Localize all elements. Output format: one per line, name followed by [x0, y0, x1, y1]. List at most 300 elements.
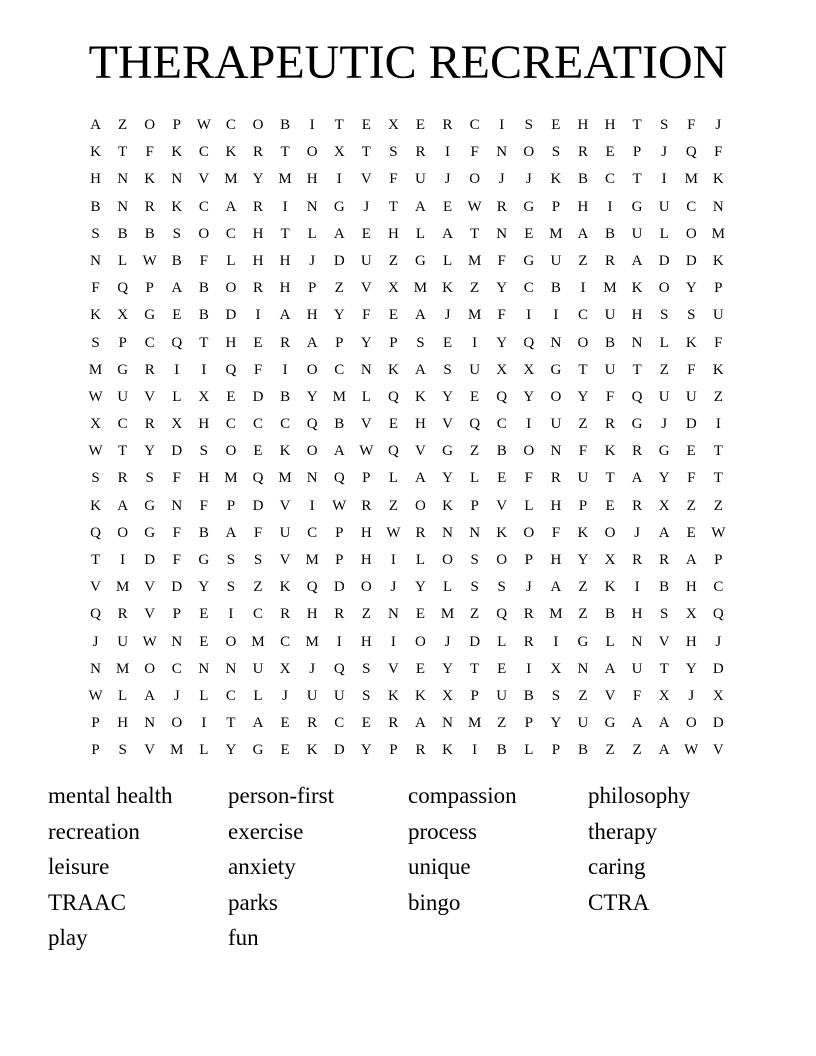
grid-letter[interactable]: H	[550, 497, 562, 514]
grid-letter[interactable]: H	[306, 171, 318, 188]
grid-letter[interactable]: Z	[713, 497, 723, 514]
grid-letter[interactable]: A	[685, 552, 697, 568]
grid-letter[interactable]: S	[660, 307, 669, 324]
grid-letter[interactable]: F	[199, 497, 209, 514]
grid-letter[interactable]: C	[253, 606, 264, 623]
grid-letter[interactable]: K	[442, 742, 453, 759]
grid-letter[interactable]: D	[144, 552, 156, 568]
grid-letter[interactable]: S	[145, 470, 154, 487]
grid-letter[interactable]: R	[659, 552, 670, 568]
grid-letter[interactable]: C	[686, 198, 697, 215]
grid-letter[interactable]: I	[499, 117, 505, 133]
grid-letter[interactable]: F	[497, 307, 506, 324]
grid-letter[interactable]: U	[306, 687, 318, 704]
grid-letter[interactable]: Z	[470, 443, 480, 460]
grid-letter[interactable]: I	[201, 361, 207, 378]
grid-letter[interactable]: S	[226, 552, 236, 568]
grid-letter[interactable]: Q	[252, 470, 264, 487]
grid-letter[interactable]: B	[496, 443, 507, 460]
grid-letter[interactable]: C	[171, 660, 182, 677]
grid-letter[interactable]: P	[470, 687, 479, 704]
grid-letter[interactable]: V	[604, 687, 616, 704]
grid-letter[interactable]: C	[225, 416, 236, 433]
grid-letter[interactable]: R	[334, 606, 345, 623]
grid-letter[interactable]: H	[198, 470, 210, 487]
grid-letter[interactable]: S	[91, 470, 100, 487]
grid-letter[interactable]: A	[225, 524, 237, 541]
grid-letter[interactable]: S	[362, 660, 371, 677]
grid-letter[interactable]: P	[226, 497, 236, 514]
grid-letter[interactable]: Q	[496, 606, 508, 623]
grid-letter[interactable]: L	[199, 742, 209, 759]
grid-letter[interactable]: L	[388, 470, 398, 487]
grid-letter[interactable]: N	[360, 361, 372, 378]
grid-letter[interactable]: E	[199, 606, 209, 623]
grid-letter[interactable]: S	[551, 144, 561, 161]
grid-letter[interactable]: U	[577, 470, 589, 487]
grid-letter[interactable]: B	[280, 388, 291, 405]
grid-letter[interactable]: E	[280, 715, 290, 732]
grid-letter[interactable]: Y	[685, 280, 697, 297]
grid-letter[interactable]: J	[498, 171, 505, 188]
grid-letter[interactable]: Z	[578, 416, 588, 433]
grid-letter[interactable]: G	[631, 198, 643, 215]
grid-letter[interactable]: S	[199, 443, 209, 460]
grid-letter[interactable]: H	[360, 552, 372, 568]
grid-letter[interactable]: B	[605, 225, 616, 242]
grid-letter[interactable]: W	[196, 117, 211, 133]
grid-letter[interactable]: S	[416, 334, 425, 351]
grid-letter[interactable]: X	[604, 552, 616, 568]
grid-letter[interactable]: P	[91, 715, 100, 732]
grid-letter[interactable]: Z	[713, 388, 723, 405]
grid-letter[interactable]: A	[333, 443, 345, 460]
grid-letter[interactable]: O	[225, 633, 237, 650]
grid-letter[interactable]: C	[253, 416, 264, 433]
grid-letter[interactable]: D	[252, 388, 264, 405]
grid-letter[interactable]: G	[252, 742, 264, 759]
grid-letter[interactable]: Z	[578, 579, 588, 596]
grid-letter[interactable]: D	[469, 633, 481, 650]
grid-letter[interactable]: L	[226, 252, 236, 269]
grid-letter[interactable]: O	[144, 660, 156, 677]
grid-letter[interactable]: G	[523, 252, 535, 269]
grid-letter[interactable]: P	[578, 497, 588, 514]
grid-letter[interactable]: A	[631, 252, 643, 269]
grid-letter[interactable]: X	[712, 687, 724, 704]
grid-letter[interactable]: A	[415, 198, 426, 215]
grid-letter[interactable]: V	[496, 497, 508, 514]
grid-letter[interactable]: T	[659, 660, 669, 677]
grid-letter[interactable]: V	[658, 633, 670, 650]
grid-letter[interactable]: G	[144, 524, 156, 541]
grid-letter[interactable]: K	[171, 144, 183, 161]
grid-letter[interactable]: I	[390, 552, 396, 568]
grid-letter[interactable]: V	[279, 497, 291, 514]
grid-letter[interactable]: A	[252, 715, 264, 732]
grid-letter[interactable]: G	[658, 443, 670, 460]
grid-letter[interactable]: V	[144, 606, 156, 623]
grid-letter[interactable]: J	[715, 633, 722, 650]
grid-letter[interactable]: I	[120, 552, 126, 568]
grid-letter[interactable]: C	[225, 117, 236, 133]
grid-letter[interactable]: R	[307, 715, 318, 732]
grid-letter[interactable]: J	[715, 117, 722, 133]
grid-letter[interactable]: B	[334, 416, 345, 433]
grid-letter[interactable]: F	[470, 144, 479, 161]
grid-letter[interactable]: U	[604, 307, 616, 324]
grid-letter[interactable]: A	[631, 715, 643, 732]
grid-letter[interactable]: Z	[578, 687, 588, 704]
grid-letter[interactable]: R	[117, 606, 128, 623]
grid-letter[interactable]: L	[118, 252, 128, 269]
grid-letter[interactable]: V	[360, 416, 372, 433]
grid-letter[interactable]: T	[632, 117, 642, 133]
grid-letter[interactable]: M	[332, 388, 346, 405]
grid-letter[interactable]: X	[333, 144, 345, 161]
grid-letter[interactable]: N	[171, 171, 183, 188]
grid-letter[interactable]: E	[442, 334, 453, 351]
grid-letter[interactable]: Q	[387, 443, 399, 460]
grid-letter[interactable]: A	[333, 225, 345, 242]
grid-letter[interactable]: K	[279, 579, 291, 596]
grid-letter[interactable]: S	[91, 225, 100, 242]
grid-letter[interactable]: I	[445, 144, 451, 161]
grid-letter[interactable]: C	[307, 524, 318, 541]
grid-letter[interactable]: K	[442, 280, 453, 297]
grid-letter[interactable]: E	[686, 524, 696, 541]
grid-letter[interactable]: E	[388, 416, 398, 433]
grid-letter[interactable]: E	[470, 388, 480, 405]
grid-letter[interactable]: N	[198, 660, 210, 677]
grid-letter[interactable]: I	[201, 715, 207, 732]
grid-letter[interactable]: K	[415, 687, 426, 704]
grid-letter[interactable]: G	[333, 198, 345, 215]
grid-letter[interactable]: N	[144, 715, 156, 732]
grid-letter[interactable]: E	[388, 307, 398, 324]
grid-letter[interactable]: J	[444, 307, 451, 324]
grid-letter[interactable]: T	[361, 144, 371, 161]
grid-letter[interactable]: A	[415, 715, 426, 732]
grid-letter[interactable]: A	[144, 687, 156, 704]
grid-letter[interactable]: X	[550, 660, 562, 677]
grid-letter[interactable]: F	[632, 687, 642, 704]
grid-letter[interactable]: N	[387, 606, 399, 623]
grid-letter[interactable]: O	[496, 552, 508, 568]
grid-letter[interactable]: B	[198, 280, 209, 297]
grid-letter[interactable]: S	[253, 552, 263, 568]
grid-letter[interactable]: F	[199, 252, 209, 269]
grid-letter[interactable]: O	[577, 334, 589, 351]
grid-letter[interactable]: Y	[144, 443, 156, 460]
grid-letter[interactable]: X	[387, 117, 399, 133]
grid-letter[interactable]: B	[198, 524, 209, 541]
grid-letter[interactable]: F	[551, 524, 561, 541]
grid-letter[interactable]: R	[361, 497, 372, 514]
grid-letter[interactable]: L	[442, 252, 453, 269]
grid-letter[interactable]: K	[415, 388, 426, 405]
grid-letter[interactable]: U	[550, 416, 562, 433]
grid-letter[interactable]: U	[496, 687, 508, 704]
grid-letter[interactable]: P	[145, 280, 154, 297]
grid-letter[interactable]: B	[171, 252, 182, 269]
grid-letter[interactable]: T	[226, 715, 236, 732]
grid-letter[interactable]: W	[88, 388, 103, 405]
grid-letter[interactable]: D	[252, 497, 264, 514]
grid-letter[interactable]: U	[631, 660, 643, 677]
grid-letter[interactable]: F	[687, 361, 696, 378]
grid-letter[interactable]: U	[658, 198, 670, 215]
grid-letter[interactable]: R	[415, 144, 426, 161]
grid-letter[interactable]: I	[174, 361, 180, 378]
grid-letter[interactable]: Z	[470, 606, 480, 623]
grid-letter[interactable]: O	[225, 443, 237, 460]
grid-letter[interactable]: A	[90, 117, 101, 133]
grid-letter[interactable]: W	[142, 633, 157, 650]
grid-letter[interactable]: B	[280, 117, 291, 133]
grid-letter[interactable]: Y	[442, 660, 453, 677]
grid-letter[interactable]: E	[605, 144, 615, 161]
grid-letter[interactable]: L	[442, 579, 453, 596]
grid-letter[interactable]: F	[362, 307, 371, 324]
grid-letter[interactable]: J	[634, 524, 641, 541]
grid-letter[interactable]: P	[551, 742, 561, 759]
grid-letter[interactable]: R	[523, 633, 534, 650]
grid-letter[interactable]: Y	[252, 171, 264, 188]
grid-letter[interactable]: Z	[253, 579, 263, 596]
grid-letter[interactable]: L	[605, 633, 615, 650]
grid-letter[interactable]: H	[360, 633, 372, 650]
grid-letter[interactable]: G	[604, 715, 616, 732]
grid-letter[interactable]: A	[442, 225, 453, 242]
grid-letter[interactable]: W	[88, 443, 103, 460]
grid-letter[interactable]: O	[469, 171, 481, 188]
grid-letter[interactable]: F	[172, 524, 181, 541]
grid-letter[interactable]: H	[225, 334, 237, 351]
grid-letter[interactable]: V	[387, 660, 399, 677]
grid-letter[interactable]: T	[118, 144, 128, 161]
grid-letter[interactable]: I	[282, 361, 288, 378]
grid-letter[interactable]: N	[550, 443, 562, 460]
grid-letter[interactable]: G	[144, 497, 156, 514]
grid-letter[interactable]: O	[550, 388, 562, 405]
grid-letter[interactable]: K	[712, 171, 724, 188]
grid-letter[interactable]: M	[440, 606, 455, 623]
grid-letter[interactable]: O	[658, 280, 670, 297]
grid-letter[interactable]: F	[714, 334, 723, 351]
grid-letter[interactable]: U	[604, 361, 616, 378]
grid-letter[interactable]: K	[577, 524, 589, 541]
grid-letter[interactable]: B	[523, 687, 534, 704]
grid-letter[interactable]: B	[198, 307, 209, 324]
grid-letter[interactable]: I	[715, 416, 721, 433]
grid-letter[interactable]: H	[387, 225, 399, 242]
grid-letter[interactable]: A	[550, 579, 562, 596]
grid-letter[interactable]: Y	[442, 470, 453, 487]
grid-letter[interactable]: A	[577, 225, 589, 242]
grid-letter[interactable]: N	[496, 225, 508, 242]
grid-letter[interactable]: Q	[306, 579, 318, 596]
grid-letter[interactable]: Q	[631, 388, 643, 405]
grid-letter[interactable]: W	[142, 252, 157, 269]
grid-letter[interactable]: Q	[469, 416, 481, 433]
grid-letter[interactable]: T	[713, 470, 723, 487]
grid-letter[interactable]: T	[90, 552, 101, 568]
grid-letter[interactable]: N	[225, 660, 237, 677]
grid-letter[interactable]: P	[172, 606, 181, 623]
grid-letter[interactable]: S	[551, 687, 561, 704]
grid-letter[interactable]: D	[685, 416, 697, 433]
grid-letter[interactable]: I	[390, 633, 396, 650]
grid-letter[interactable]: U	[252, 660, 264, 677]
grid-letter[interactable]: E	[361, 715, 371, 732]
grid-letter[interactable]: Z	[497, 715, 507, 732]
grid-letter[interactable]: R	[415, 742, 426, 759]
grid-letter[interactable]: I	[553, 633, 559, 650]
grid-letter[interactable]: M	[549, 606, 563, 623]
grid-letter[interactable]: C	[117, 416, 128, 433]
grid-letter[interactable]: S	[91, 334, 100, 351]
grid-letter[interactable]: Q	[225, 361, 237, 378]
grid-letter[interactable]: B	[605, 606, 616, 623]
grid-letter[interactable]: J	[688, 687, 695, 704]
grid-letter[interactable]: L	[361, 388, 371, 405]
grid-letter[interactable]: O	[360, 579, 372, 596]
grid-letter[interactable]: P	[307, 280, 317, 297]
grid-letter[interactable]: F	[253, 361, 263, 378]
grid-letter[interactable]: X	[685, 606, 697, 623]
grid-letter[interactable]: V	[144, 579, 156, 596]
grid-letter[interactable]: C	[225, 687, 236, 704]
grid-letter[interactable]: H	[306, 307, 318, 324]
grid-letter[interactable]: Y	[306, 388, 318, 405]
grid-letter[interactable]: K	[442, 497, 453, 514]
grid-letter[interactable]: R	[388, 715, 399, 732]
grid-letter[interactable]: A	[415, 307, 426, 324]
grid-letter[interactable]: L	[524, 742, 534, 759]
grid-letter[interactable]: I	[282, 198, 288, 215]
grid-letter[interactable]: N	[631, 334, 643, 351]
grid-letter[interactable]: J	[92, 633, 99, 650]
grid-letter[interactable]: U	[658, 388, 670, 405]
grid-letter[interactable]: L	[659, 334, 669, 351]
grid-letter[interactable]: R	[632, 497, 643, 514]
grid-letter[interactable]: H	[279, 280, 291, 297]
grid-letter[interactable]: C	[605, 171, 616, 188]
grid-letter[interactable]: A	[658, 715, 670, 732]
grid-letter[interactable]: S	[172, 225, 181, 242]
grid-letter[interactable]: P	[118, 334, 127, 351]
grid-letter[interactable]: W	[386, 524, 401, 541]
grid-letter[interactable]: P	[389, 742, 398, 759]
grid-letter[interactable]: K	[604, 579, 616, 596]
grid-letter[interactable]: J	[661, 416, 668, 433]
grid-letter[interactable]: O	[252, 117, 264, 133]
grid-letter[interactable]: C	[144, 334, 155, 351]
grid-letter[interactable]: O	[306, 144, 318, 161]
grid-letter[interactable]: Q	[333, 470, 345, 487]
grid-letter[interactable]: Q	[90, 524, 101, 541]
grid-letter[interactable]: P	[632, 144, 642, 161]
grid-letter[interactable]: F	[389, 171, 398, 188]
grid-letter[interactable]: U	[550, 252, 562, 269]
grid-letter[interactable]: C	[280, 633, 291, 650]
grid-letter[interactable]: V	[279, 552, 291, 568]
grid-letter[interactable]: Z	[578, 606, 588, 623]
grid-letter[interactable]: V	[90, 579, 101, 596]
grid-letter[interactable]: H	[550, 552, 562, 568]
grid-letter[interactable]: E	[361, 117, 371, 133]
grid-letter[interactable]: Z	[632, 742, 642, 759]
grid-letter[interactable]: C	[523, 280, 534, 297]
grid-letter[interactable]: L	[659, 225, 669, 242]
grid-letter[interactable]: H	[306, 606, 318, 623]
grid-letter[interactable]: Y	[333, 307, 345, 324]
grid-letter[interactable]: G	[577, 633, 589, 650]
grid-letter[interactable]: N	[117, 198, 129, 215]
grid-letter[interactable]: N	[117, 171, 129, 188]
grid-letter[interactable]: M	[549, 225, 563, 242]
grid-letter[interactable]: R	[632, 443, 643, 460]
grid-letter[interactable]: V	[144, 742, 156, 759]
grid-letter[interactable]: Z	[578, 252, 588, 269]
grid-letter[interactable]: R	[632, 552, 643, 568]
grid-letter[interactable]: E	[497, 470, 507, 487]
grid-letter[interactable]: I	[336, 633, 342, 650]
grid-letter[interactable]: T	[388, 198, 398, 215]
grid-letter[interactable]: V	[712, 742, 724, 759]
grid-letter[interactable]: H	[198, 416, 210, 433]
grid-letter[interactable]: M	[305, 633, 319, 650]
grid-letter[interactable]: L	[118, 687, 128, 704]
grid-letter[interactable]: F	[687, 117, 696, 133]
grid-letter[interactable]: M	[467, 307, 482, 324]
grid-letter[interactable]: I	[634, 579, 640, 596]
grid-letter[interactable]: T	[334, 117, 344, 133]
grid-letter[interactable]: N	[90, 660, 101, 677]
grid-letter[interactable]: L	[253, 687, 263, 704]
grid-letter[interactable]: J	[309, 660, 316, 677]
grid-letter[interactable]: Y	[577, 552, 589, 568]
grid-letter[interactable]: Q	[90, 606, 101, 623]
grid-letter[interactable]: K	[171, 198, 183, 215]
grid-letter[interactable]: J	[309, 252, 316, 269]
grid-letter[interactable]: E	[199, 633, 209, 650]
grid-letter[interactable]: C	[713, 579, 724, 596]
grid-letter[interactable]: U	[333, 687, 345, 704]
grid-letter[interactable]: X	[523, 361, 535, 378]
grid-letter[interactable]: U	[279, 524, 291, 541]
grid-letter[interactable]: P	[524, 715, 533, 732]
grid-letter[interactable]: Q	[712, 606, 724, 623]
grid-letter[interactable]: S	[118, 742, 127, 759]
grid-letter[interactable]: I	[526, 307, 532, 324]
grid-letter[interactable]: K	[712, 361, 724, 378]
grid-letter[interactable]: T	[605, 470, 615, 487]
grid-letter[interactable]: N	[631, 633, 643, 650]
grid-letter[interactable]: A	[658, 742, 670, 759]
grid-letter[interactable]: F	[605, 388, 615, 405]
grid-letter[interactable]: P	[714, 280, 723, 297]
grid-letter[interactable]: M	[467, 252, 482, 269]
grid-letter[interactable]: D	[685, 252, 697, 269]
grid-letter[interactable]: C	[198, 198, 209, 215]
grid-letter[interactable]: O	[685, 715, 697, 732]
grid-letter[interactable]: D	[171, 579, 183, 596]
grid-letter[interactable]: M	[413, 280, 428, 297]
grid-letter[interactable]: O	[415, 497, 426, 514]
grid-letter[interactable]: K	[279, 443, 291, 460]
